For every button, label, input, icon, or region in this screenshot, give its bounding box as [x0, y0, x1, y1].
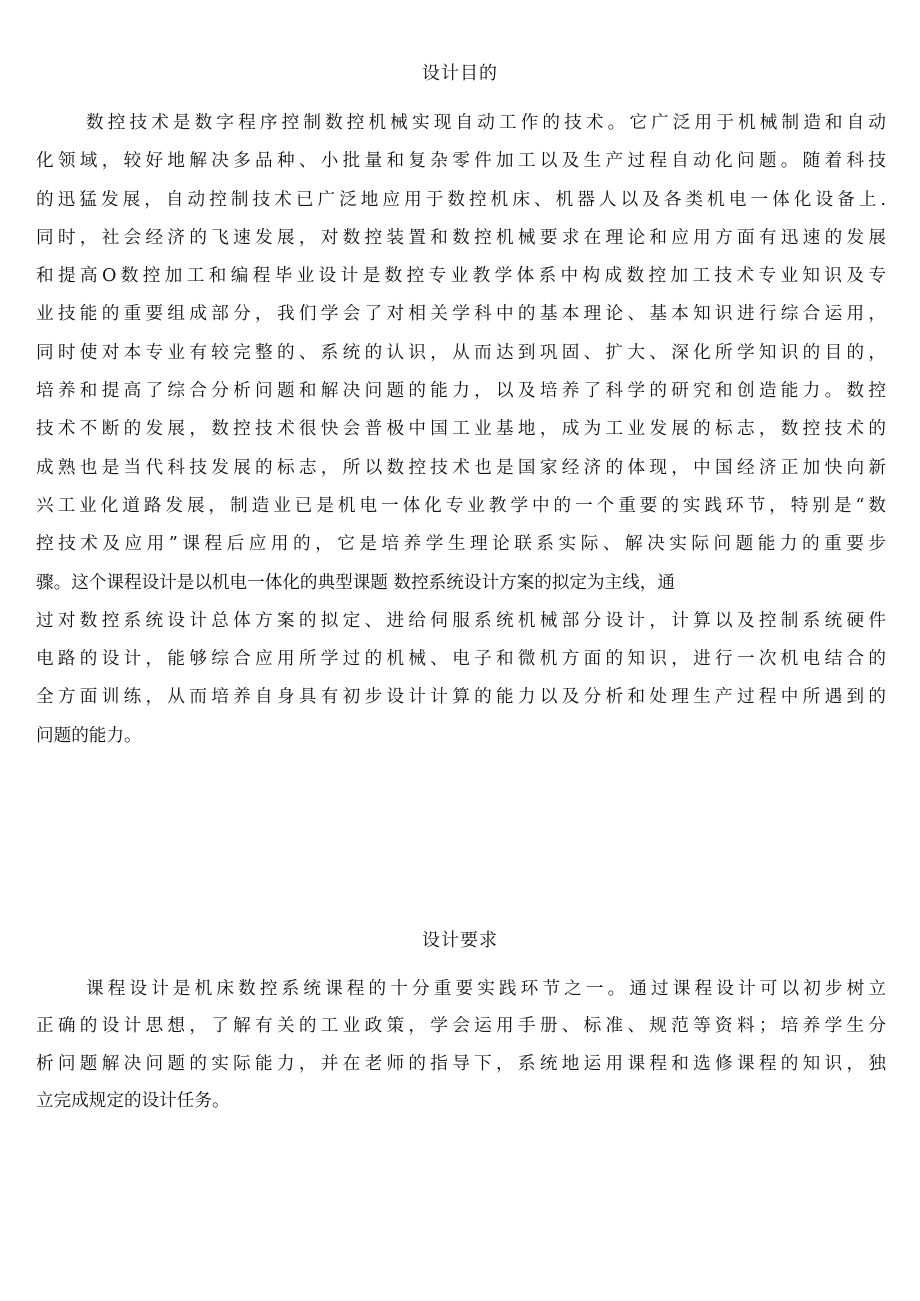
- text-line: 化领域，较好地解决多品种、小批量和复杂零件加工以及生产过程自动化问题。随着科技: [36, 151, 886, 172]
- text-line: 业技能的重要组成部分，我们学会了对相关学科中的基本理论、基本知识进行综合运用，: [36, 304, 886, 325]
- text-line: 课程设计是机床数控系统课程的十分重要实践环节之一。通过课程设计可以初步树立: [86, 979, 886, 999]
- section-heading-requirements: 设计要求: [422, 930, 498, 951]
- text-line: 骤。这个课程设计是以机电一体化的典型课题 数控系统设计方案的拟定为主线，通: [36, 572, 675, 593]
- text-line: 正确的设计思想，了解有关的工业政策，学会运用手册、标准、规范等资料；培养学生分: [36, 1016, 886, 1037]
- text-line: 和提高O数控加工和编程毕业设计是数控专业教学体系中构成数控加工技术专业知识及专: [36, 266, 886, 287]
- text-line: 全方面训练，从而培养自身具有初步设计计算的能力以及分析和处理生产过程中所遇到的: [36, 687, 886, 708]
- paragraph-requirements: [36, 971, 886, 1120]
- text-line: 过对数控系统设计总体方案的拟定、进给伺服系统机械部分设计，计算以及控制系统硬件: [36, 610, 886, 631]
- text-line: 立完成规定的设计任务。: [36, 1090, 230, 1111]
- text-line: 兴工业化道路发展，制造业已是机电一体化专业教学中的一个重要的实践环节，特别是“数: [36, 495, 886, 516]
- text-line: 电路的设计，能够综合应用所学过的机械、电子和微机方面的知识，进行一次机电结合的: [36, 649, 886, 670]
- paragraph-purpose: [36, 104, 886, 755]
- text-line: 控技术及应用”课程后应用的，它是培养学生理论联系实际、解决实际问题能力的重要步: [36, 534, 886, 555]
- text-line: 同时，社会经济的飞速发展，对数控装置和数控机械要求在理论和应用方面有迅速的发展: [36, 227, 886, 248]
- text-line: 培养和提高了综合分析问题和解决问题的能力，以及培养了科学的研究和创造能力。数控: [36, 381, 886, 402]
- text-line: 技术不断的发展，数控技术很快会普极中国工业基地，成为工业发展的标志，数控技术的: [36, 419, 886, 440]
- text-line: 问题的能力。: [36, 725, 142, 746]
- text-line: 的迅猛发展，自动控制技术已广泛地应用于数控机床、机器人以及各类机电一体化设备上.: [36, 189, 886, 210]
- text-line: 析问题解决问题的实际能力，并在老师的指导下，系统地运用课程和选修课程的知识，独: [36, 1053, 886, 1074]
- text-line: 数控技术是数字程序控制数控机械实现自动工作的技术。它广泛用于机械制造和自动: [86, 113, 886, 133]
- text-line: 同时使对本专业有较完整的、系统的认识，从而达到巩固、扩大、深化所学知识的目的，: [36, 342, 886, 363]
- section-heading-purpose: 设计目的: [422, 63, 498, 84]
- text-line: 成熟也是当代科技发展的标志，所以数控技术也是国家经济的体现，中国经济正加快向新: [36, 457, 886, 478]
